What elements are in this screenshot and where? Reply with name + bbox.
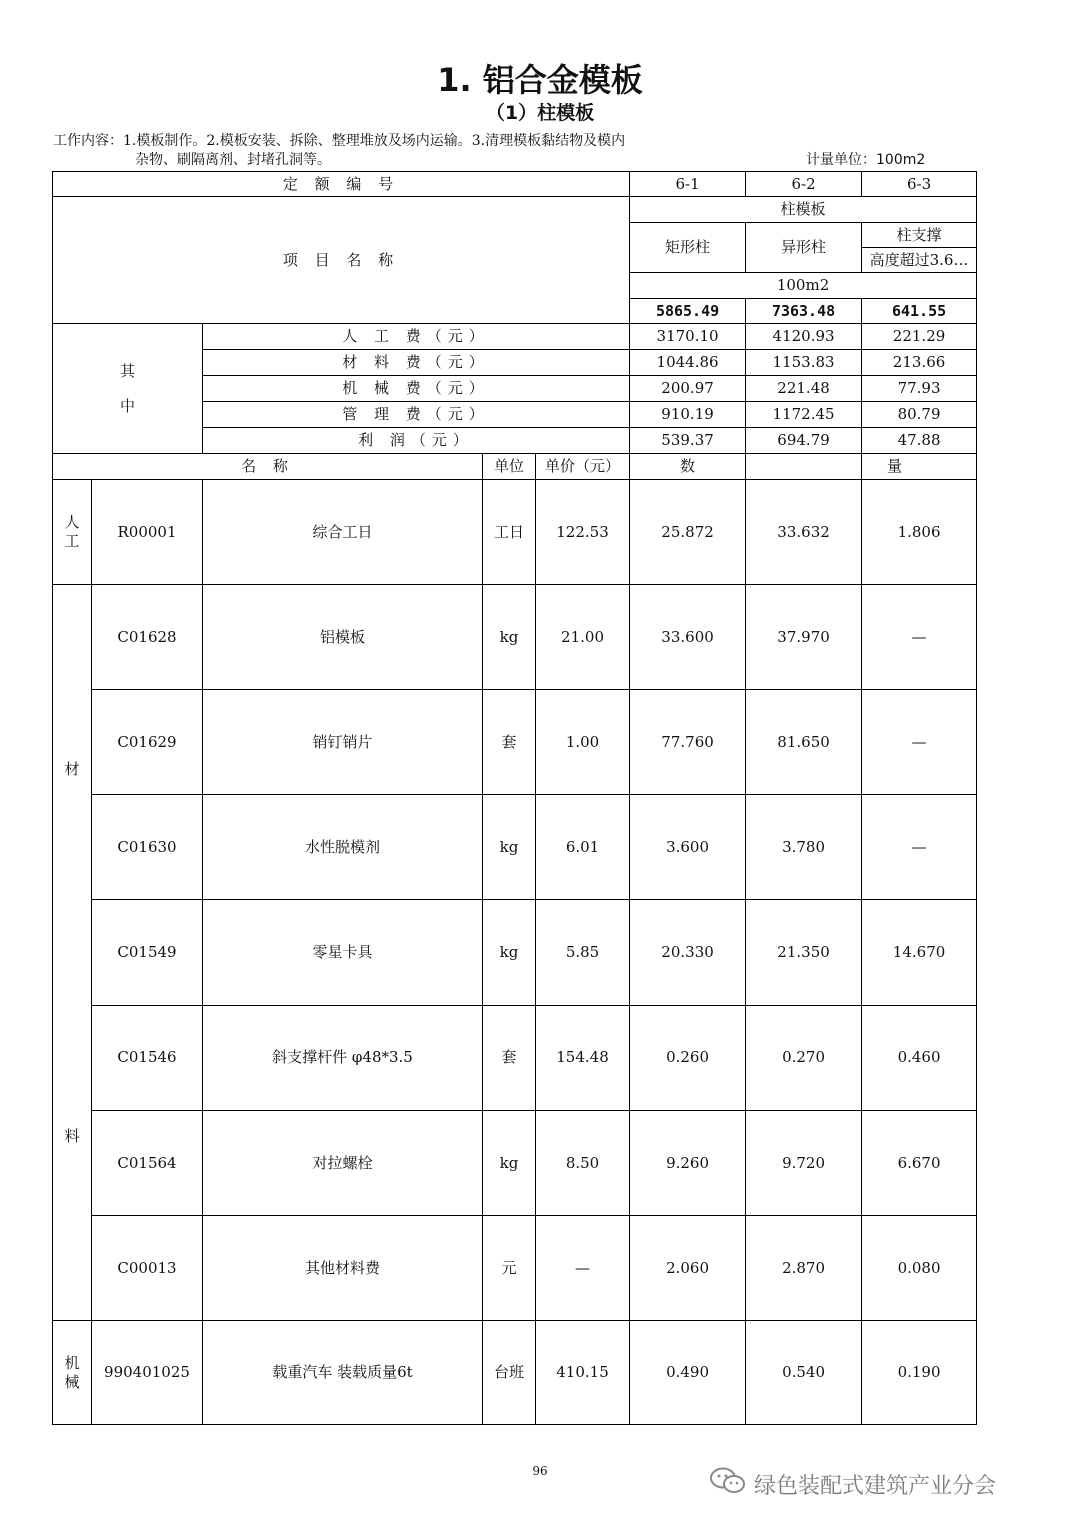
qty-cell: 0.260 bbox=[630, 1005, 746, 1110]
code-cell: 6-1 bbox=[630, 172, 746, 197]
resource-price: 21.00 bbox=[536, 585, 630, 690]
cost-value: 694.79 bbox=[746, 428, 862, 454]
cost-label: 管 理 费（元） bbox=[203, 402, 630, 428]
resource-code: C01629 bbox=[92, 690, 203, 795]
qty-cell: 77.760 bbox=[630, 690, 746, 795]
resource-name: 对拉螺栓 bbox=[203, 1110, 483, 1215]
qty-cell: 81.650 bbox=[746, 690, 862, 795]
resource-unit: kg bbox=[483, 795, 536, 900]
qty-cell: 0.080 bbox=[862, 1215, 977, 1320]
hdr-qty-b: 量 bbox=[862, 454, 977, 480]
cost-value: 1172.45 bbox=[746, 402, 862, 428]
col-sub-cell: 高度超过3.6… bbox=[862, 248, 977, 273]
cost-value: 213.66 bbox=[862, 350, 977, 376]
resource-price: 1.00 bbox=[536, 690, 630, 795]
qty-cell: 33.600 bbox=[630, 585, 746, 690]
resource-unit: 元 bbox=[483, 1215, 536, 1320]
resource-code: R00001 bbox=[92, 480, 203, 585]
resource-price: 154.48 bbox=[536, 1005, 630, 1110]
cost-value: 221.29 bbox=[862, 324, 977, 350]
resource-name: 载重汽车 装载质量6t bbox=[203, 1321, 483, 1425]
resource-price: 410.15 bbox=[536, 1321, 630, 1425]
resource-code: 990401025 bbox=[92, 1321, 203, 1425]
code-cell: 6-2 bbox=[746, 172, 862, 197]
among-label bbox=[53, 324, 203, 454]
cost-value: 539.37 bbox=[630, 428, 746, 454]
qty-cell: 3.780 bbox=[746, 795, 862, 900]
resource-code: C01628 bbox=[92, 585, 203, 690]
measure-unit: 计量单位：100m2 bbox=[806, 152, 926, 168]
quota-table bbox=[52, 171, 977, 1425]
qty-cell: 6.670 bbox=[862, 1110, 977, 1215]
resource-price: 5.85 bbox=[536, 900, 630, 1005]
cost-label: 机 械 费（元） bbox=[203, 376, 630, 402]
qty-cell: 25.872 bbox=[630, 480, 746, 585]
resource-name: 综合工日 bbox=[203, 480, 483, 585]
quota-number-label: 定 额 编 号 bbox=[53, 172, 630, 197]
wechat-icon bbox=[708, 1466, 748, 1502]
total-cell: 5865.49 bbox=[630, 299, 746, 324]
qty-cell: 20.330 bbox=[630, 900, 746, 1005]
page-title: 1. 铝合金模板 bbox=[437, 61, 643, 99]
resource-name: 斜支撑杆件 φ48*3.5 bbox=[203, 1005, 483, 1110]
cost-value: 77.93 bbox=[862, 376, 977, 402]
qty-cell: 0.540 bbox=[746, 1321, 862, 1425]
cost-label: 材 料 费（元） bbox=[203, 350, 630, 376]
resource-price: 8.50 bbox=[536, 1110, 630, 1215]
unit-row: 100m2 bbox=[630, 273, 977, 299]
resource-code: C01549 bbox=[92, 900, 203, 1005]
total-cell: 7363.48 bbox=[746, 299, 862, 324]
resource-price: 122.53 bbox=[536, 480, 630, 585]
resource-unit: 台班 bbox=[483, 1321, 536, 1425]
col-name-cell: 异形柱 bbox=[746, 223, 862, 273]
category-material-a: 材 bbox=[64, 759, 80, 778]
qty-cell: 0.460 bbox=[862, 1005, 977, 1110]
qty-cell: 37.970 bbox=[746, 585, 862, 690]
resource-price: 6.01 bbox=[536, 795, 630, 900]
cost-value: 910.19 bbox=[630, 402, 746, 428]
resource-price: — bbox=[536, 1215, 630, 1320]
resource-unit: 工日 bbox=[483, 480, 536, 585]
hdr-price: 单价（元） bbox=[536, 454, 630, 480]
work-content-line2: 杂物、刷隔离剂、封堵孔洞等。 bbox=[135, 152, 331, 168]
qty-cell: — bbox=[862, 690, 977, 795]
qty-cell: 9.260 bbox=[630, 1110, 746, 1215]
cost-value: 221.48 bbox=[746, 376, 862, 402]
cost-value: 3170.10 bbox=[630, 324, 746, 350]
resource-unit: kg bbox=[483, 585, 536, 690]
watermark-text: 绿色装配式建筑产业分会 bbox=[754, 1473, 997, 1499]
category-material bbox=[53, 585, 92, 1321]
col-name-cell: 矩形柱 bbox=[630, 223, 746, 273]
cost-label: 利 润（元） bbox=[203, 428, 630, 454]
qty-cell: 0.490 bbox=[630, 1321, 746, 1425]
qty-cell: — bbox=[862, 585, 977, 690]
qty-cell: 14.670 bbox=[862, 900, 977, 1005]
cost-label: 人 工 费（元） bbox=[203, 324, 630, 350]
cost-value: 1153.83 bbox=[746, 350, 862, 376]
qty-cell: 2.060 bbox=[630, 1215, 746, 1320]
cost-value: 200.97 bbox=[630, 376, 746, 402]
code-cell: 6-3 bbox=[862, 172, 977, 197]
hdr-name: 名 称 bbox=[53, 454, 483, 480]
category-material-b: 料 bbox=[64, 1127, 80, 1145]
work-content-line1: 工作内容：1.模板制作。2.模板安装、拆除、整理堆放及场内运输。3.清理模板黏结物及模内 bbox=[53, 133, 626, 149]
resource-unit: 套 bbox=[483, 690, 536, 795]
qty-cell: 0.270 bbox=[746, 1005, 862, 1110]
qty-cell: — bbox=[862, 795, 977, 900]
resource-code: C01630 bbox=[92, 795, 203, 900]
resource-unit: 套 bbox=[483, 1005, 536, 1110]
cost-value: 80.79 bbox=[862, 402, 977, 428]
cost-value: 1044.86 bbox=[630, 350, 746, 376]
resource-code: C01564 bbox=[92, 1110, 203, 1215]
group-label: 柱模板 bbox=[630, 197, 977, 223]
qty-cell: 33.632 bbox=[746, 480, 862, 585]
page-subtitle: （1）柱模板 bbox=[485, 102, 595, 124]
total-cell: 641.55 bbox=[862, 299, 977, 324]
resource-name: 水性脱模剂 bbox=[203, 795, 483, 900]
among-label-1: 其 bbox=[119, 362, 135, 380]
qty-cell: 2.870 bbox=[746, 1215, 862, 1320]
resource-name: 销钉销片 bbox=[203, 690, 483, 795]
resource-code: C00013 bbox=[92, 1215, 203, 1320]
cost-value: 47.88 bbox=[862, 428, 977, 454]
qty-cell: 0.190 bbox=[862, 1321, 977, 1425]
item-name-label: 项 目 名 称 bbox=[53, 197, 630, 324]
resource-code: C01546 bbox=[92, 1005, 203, 1110]
resource-unit: kg bbox=[483, 1110, 536, 1215]
col-name-cell: 柱支撑 bbox=[862, 223, 977, 248]
resource-name: 零星卡具 bbox=[203, 900, 483, 1005]
qty-cell: 21.350 bbox=[746, 900, 862, 1005]
watermark bbox=[708, 1466, 996, 1502]
among-label-2: 中 bbox=[119, 396, 135, 415]
hdr-qty-a: 数 bbox=[630, 454, 746, 480]
qty-cell: 1.806 bbox=[862, 480, 977, 585]
page-number: 96 bbox=[532, 1464, 548, 1478]
qty-cell: 9.720 bbox=[746, 1110, 862, 1215]
resource-name: 其他材料费 bbox=[203, 1215, 483, 1320]
cost-value: 4120.93 bbox=[746, 324, 862, 350]
category-machine: 机械 bbox=[53, 1321, 92, 1425]
qty-cell: 3.600 bbox=[630, 795, 746, 900]
hdr-unit: 单位 bbox=[483, 454, 536, 480]
resource-unit: kg bbox=[483, 900, 536, 1005]
resource-name: 铝模板 bbox=[203, 585, 483, 690]
category-labor: 人工 bbox=[53, 480, 92, 585]
